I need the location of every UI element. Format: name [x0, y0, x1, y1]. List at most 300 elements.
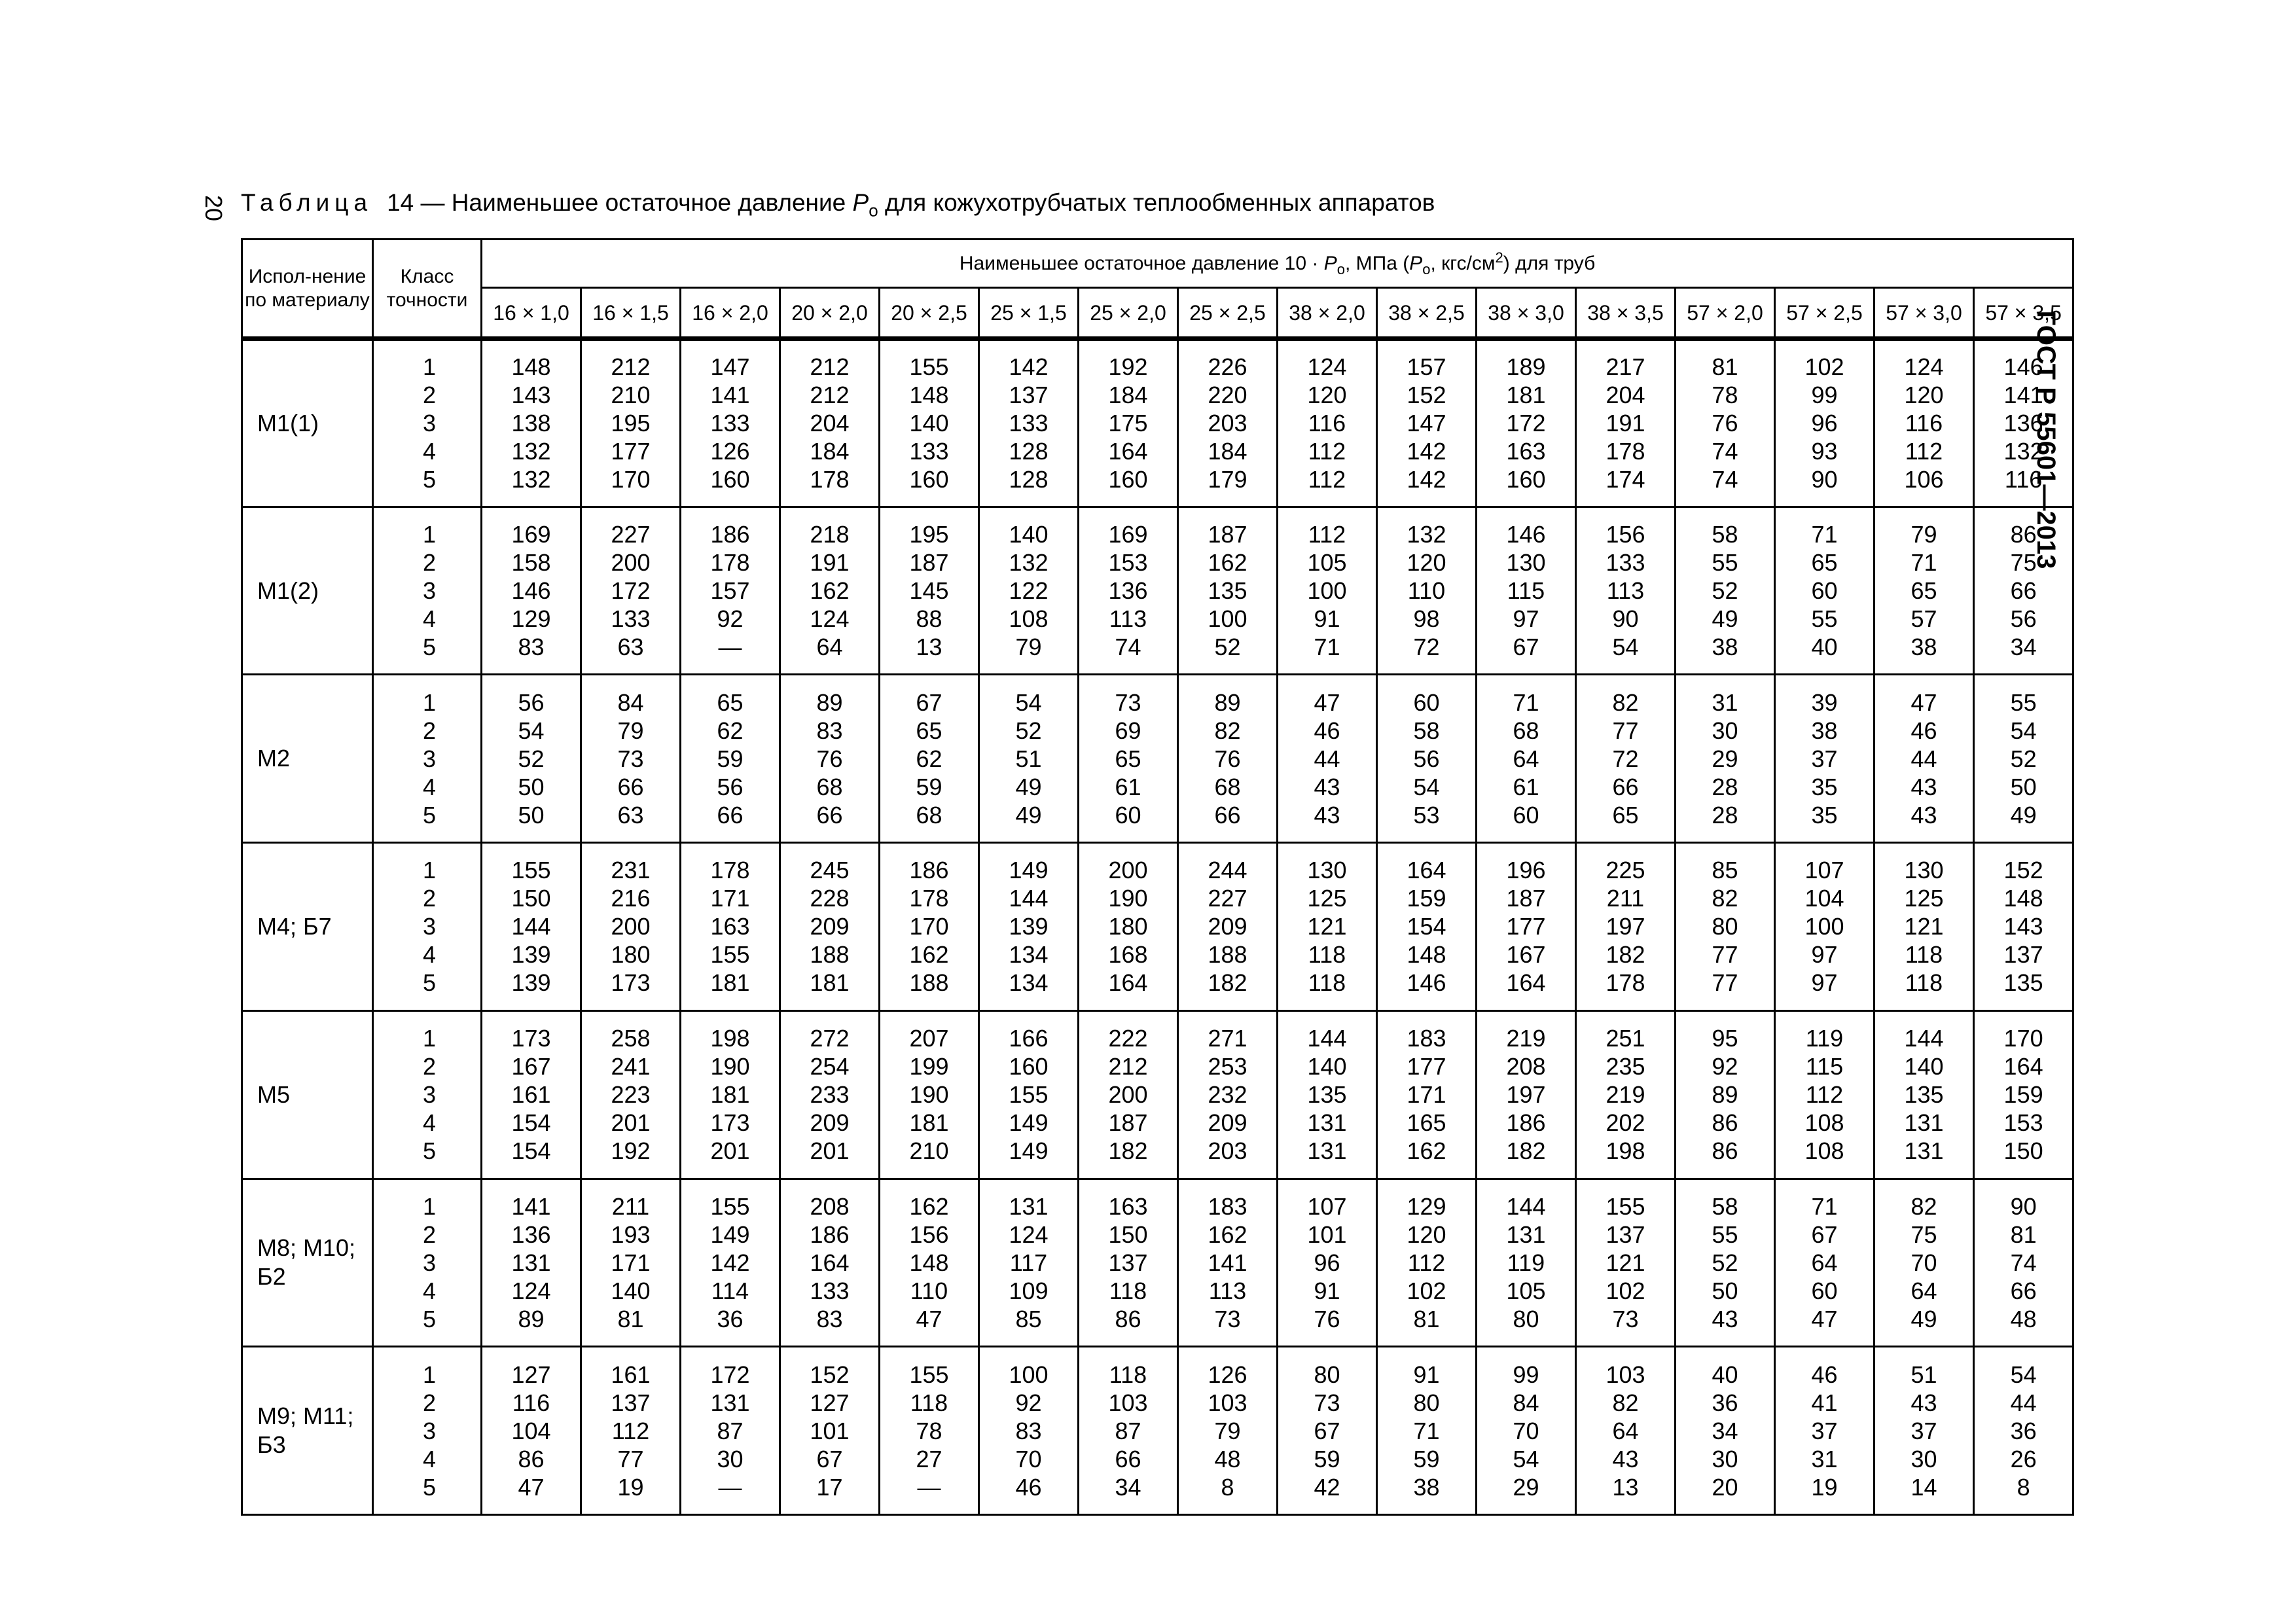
- pressure-value: 60: [1811, 577, 1838, 605]
- pressure-value: 148: [909, 1249, 949, 1276]
- pressure-value: 142: [710, 1249, 750, 1276]
- class-value: 5: [422, 1305, 436, 1332]
- pressure-cell: [1676, 843, 1775, 1011]
- pressure-value: 144: [1009, 885, 1049, 912]
- caption-number: 14: [387, 189, 414, 216]
- pressure-value: 200: [1108, 857, 1148, 884]
- pressure-value: 68: [916, 801, 942, 829]
- pressure-value: 110: [910, 1277, 948, 1304]
- pressure-cell: [780, 1179, 880, 1347]
- pressure-value: 81: [617, 1305, 644, 1332]
- pressure-value: 207: [909, 1025, 949, 1052]
- class-value: 4: [422, 438, 436, 465]
- pressure-value: 218: [810, 521, 850, 548]
- pressure-cell: [979, 675, 1079, 843]
- pressure-value: 174: [1605, 466, 1645, 493]
- pressure-value: 38: [1910, 633, 1937, 661]
- pressure-value: 52: [1712, 1249, 1738, 1276]
- pressure-header: [482, 240, 2073, 288]
- pressure-cell: [1676, 675, 1775, 843]
- pressure-value: 108: [1804, 1109, 1844, 1137]
- pressure-value: 71: [1513, 688, 1539, 716]
- pressure-cell: [482, 1010, 581, 1179]
- tube-size-header: 57 × 3,5: [1974, 288, 2073, 339]
- pressure-value: 140: [1009, 521, 1049, 548]
- pressure-value: 49: [2010, 801, 2037, 829]
- pressure-value: 75: [1910, 1221, 1937, 1248]
- pressure-value: 258: [611, 1025, 651, 1052]
- pressure-cell: [482, 339, 581, 507]
- pressure-value: 43: [1712, 1305, 1738, 1332]
- pressure-value: 91: [1413, 1361, 1440, 1388]
- class-value: 4: [422, 605, 436, 633]
- pressure-value: 86: [518, 1445, 545, 1472]
- pressure-value: 30: [717, 1445, 744, 1472]
- caption-text-after: для кожухотрубчатых теплообменных аппаратов: [884, 189, 1435, 216]
- pressure-value: 161: [611, 1361, 651, 1388]
- pressure-value: 171: [611, 1249, 651, 1276]
- pressure-value: 167: [511, 1053, 551, 1080]
- pressure-value: 55: [1712, 549, 1738, 577]
- pressure-value: 189: [1506, 353, 1546, 381]
- material-cell: М8; М10; Б2: [242, 1179, 373, 1347]
- pressure-value: 118: [1905, 941, 1943, 969]
- pressure-value: 54: [2010, 1361, 2037, 1388]
- pressure-value: 212: [810, 382, 850, 409]
- pressure-value: 223: [611, 1081, 651, 1109]
- pressure-value: 87: [717, 1417, 744, 1444]
- pressure-value: 130: [1904, 857, 1944, 884]
- pressure-value: 62: [916, 745, 942, 772]
- pressure-value: 49: [1910, 1305, 1937, 1332]
- pressure-value: 188: [810, 941, 850, 969]
- pressure-value: 210: [909, 1137, 949, 1165]
- pressure-value: 177: [1506, 913, 1546, 940]
- pressure-value: 58: [1712, 1192, 1738, 1220]
- pressure-value: 37: [1811, 745, 1838, 772]
- class-cell: [373, 1010, 482, 1179]
- pressure-value: 82: [1612, 1389, 1639, 1416]
- pressure-value: 254: [810, 1053, 850, 1080]
- pressure-value: 30: [1712, 1445, 1738, 1472]
- pressure-value: 161: [511, 1081, 551, 1109]
- pressure-value: 67: [1811, 1221, 1838, 1248]
- pressure-value: 87: [1115, 1417, 1141, 1444]
- pressure-value: 61: [1513, 773, 1539, 800]
- pressure-table: [241, 238, 2074, 1516]
- pressure-cell: [1676, 1179, 1775, 1347]
- pressure-value: 43: [1314, 801, 1340, 829]
- pressure-cell: [681, 339, 780, 507]
- pressure-value: 138: [511, 410, 551, 437]
- material-cell: М4; Б7: [242, 843, 373, 1011]
- pressure-value: 231: [611, 857, 651, 884]
- pressure-value: 188: [909, 969, 949, 997]
- pressure-cell: [1178, 1347, 1278, 1515]
- pressure-value: 163: [710, 913, 750, 940]
- pressure-value: 46: [1314, 717, 1340, 744]
- pressure-value: 113: [1109, 605, 1147, 633]
- pressure-value: 272: [810, 1025, 850, 1052]
- pressure-value: 110: [1407, 577, 1446, 605]
- pressure-value: 162: [1208, 1221, 1247, 1248]
- pressure-value: 133: [810, 1277, 850, 1304]
- pressure-value: 192: [611, 1137, 651, 1165]
- pressure-value: 82: [1214, 717, 1241, 744]
- pressure-value: 124: [1307, 353, 1347, 381]
- pressure-value: 107: [1804, 857, 1844, 884]
- pressure-value: 36: [717, 1305, 744, 1332]
- pressure-value: 73: [617, 745, 644, 772]
- pressure-value: 54: [1513, 1445, 1539, 1472]
- class-value: 2: [422, 1389, 436, 1416]
- pressure-value: 197: [1605, 913, 1645, 940]
- pressure-cell: [780, 507, 880, 675]
- pressure-value: 178: [710, 549, 750, 577]
- pressure-cell: [681, 507, 780, 675]
- pressure-cell: [1079, 1347, 1178, 1515]
- pressure-value: 154: [511, 1137, 551, 1165]
- pressure-value: 191: [810, 549, 850, 577]
- pressure-cell: [1874, 843, 1974, 1011]
- pressure-value: 193: [611, 1221, 651, 1248]
- pressure-cell: [1079, 339, 1178, 507]
- class-value: 2: [422, 885, 436, 912]
- pressure-cell: [1874, 1010, 1974, 1179]
- pressure-header-tail: ) для труб: [1503, 252, 1596, 274]
- pressure-value: 66: [1214, 801, 1241, 829]
- material-group-row: [242, 1179, 2073, 1347]
- pressure-cell: [1874, 1179, 1974, 1347]
- pressure-value: 227: [611, 521, 651, 548]
- class-cell: [373, 507, 482, 675]
- pressure-value: 235: [1605, 1053, 1645, 1080]
- pressure-cell: [581, 339, 681, 507]
- pressure-value: 190: [710, 1053, 750, 1080]
- material-column-header: Испол-нение по материалу: [242, 240, 373, 339]
- pressure-value: 169: [511, 521, 551, 548]
- pressure-value: 60: [1513, 801, 1539, 829]
- pressure-cell: [1676, 507, 1775, 675]
- pressure-value: 137: [611, 1389, 651, 1416]
- pressure-value: 120: [1904, 382, 1944, 409]
- pressure-value: 196: [1506, 857, 1546, 884]
- pressure-value: 140: [909, 410, 949, 437]
- pressure-value: 100: [1307, 577, 1347, 605]
- pressure-value: 209: [810, 913, 850, 940]
- pressure-value: 178: [710, 857, 750, 884]
- pressure-value: 183: [1407, 1025, 1446, 1052]
- class-value: 3: [422, 410, 436, 437]
- pressure-value: 43: [1314, 773, 1340, 800]
- pressure-value: 181: [710, 969, 750, 997]
- pressure-value: 68: [816, 773, 843, 800]
- pressure-value: 201: [710, 1137, 750, 1165]
- pressure-value: 35: [1811, 773, 1838, 800]
- pressure-value: 157: [1407, 353, 1446, 381]
- pressure-value: 56: [518, 688, 545, 716]
- pressure-value: 47: [916, 1305, 942, 1332]
- pressure-cell: [880, 1010, 979, 1179]
- pressure-value: 112: [1308, 438, 1346, 465]
- pressure-cell: [1079, 1010, 1178, 1179]
- pressure-value: 181: [710, 1081, 750, 1109]
- pressure-value: 112: [1805, 1081, 1844, 1109]
- pressure-subscript-2: о: [1422, 260, 1431, 277]
- pressure-cell: [581, 1010, 681, 1179]
- class-value: 4: [422, 773, 436, 800]
- pressure-value: 73: [1314, 1389, 1340, 1416]
- pressure-value: 81: [1413, 1305, 1440, 1332]
- pressure-value: 191: [1605, 410, 1645, 437]
- pressure-value: 139: [511, 941, 551, 969]
- pressure-value: 126: [1208, 1361, 1247, 1388]
- pressure-cell: [880, 507, 979, 675]
- pressure-value: 118: [1308, 941, 1346, 969]
- pressure-value: 147: [710, 353, 750, 381]
- pressure-cell: [1974, 675, 2073, 843]
- pressure-value: 65: [717, 688, 744, 716]
- pressure-value: 64: [1612, 1417, 1639, 1444]
- pressure-cell: [1576, 339, 1676, 507]
- pressure-value: 129: [1407, 1192, 1446, 1220]
- pressure-value: 154: [1407, 913, 1446, 940]
- pressure-value: 216: [611, 885, 651, 912]
- class-value: 5: [422, 969, 436, 997]
- pressure-value: 190: [1108, 885, 1148, 912]
- pressure-value: 52: [1214, 633, 1241, 661]
- pressure-value: 162: [1208, 549, 1247, 577]
- pressure-value: 93: [1811, 438, 1838, 465]
- pressure-value: 89: [518, 1305, 545, 1332]
- pressure-value: 132: [511, 438, 551, 465]
- pressure-value: 65: [1811, 549, 1838, 577]
- pressure-cell: [1178, 843, 1278, 1011]
- pressure-value: 112: [1308, 521, 1346, 548]
- pressure-value: 61: [1115, 773, 1141, 800]
- pressure-value: 50: [518, 801, 545, 829]
- pressure-value: 31: [1811, 1445, 1838, 1472]
- pressure-value: 177: [1407, 1053, 1446, 1080]
- pressure-value: 124: [1009, 1221, 1049, 1248]
- class-value: 2: [422, 1221, 436, 1248]
- pressure-cell: [681, 1010, 780, 1179]
- class-cell: [373, 1347, 482, 1515]
- pressure-value: 72: [1612, 745, 1639, 772]
- pressure-value: 65: [1910, 577, 1937, 605]
- pressure-value: 156: [1605, 521, 1645, 548]
- pressure-value: 195: [909, 521, 949, 548]
- pressure-value: 162: [909, 941, 949, 969]
- pressure-value: 59: [717, 745, 744, 772]
- pressure-cell: [581, 1179, 681, 1347]
- pressure-cell: [1576, 507, 1676, 675]
- pressure-cell: [482, 1347, 581, 1515]
- pressure-value: 137: [1605, 1221, 1645, 1248]
- material-group-row: [242, 1347, 2073, 1515]
- pressure-value: 112: [1407, 1249, 1446, 1276]
- pressure-value: 34: [2010, 633, 2037, 661]
- pressure-value: 152: [810, 1361, 850, 1388]
- pressure-cell: [681, 675, 780, 843]
- class-cell: [373, 1179, 482, 1347]
- pressure-cell: [880, 339, 979, 507]
- pressure-value: 77: [1612, 717, 1639, 744]
- pressure-value: 173: [611, 969, 651, 997]
- pressure-value: 66: [1612, 773, 1639, 800]
- pressure-value: —: [917, 1473, 941, 1501]
- pressure-value: 47: [1314, 688, 1340, 716]
- pressure-value: 79: [1015, 633, 1042, 661]
- pressure-value: 152: [1407, 382, 1446, 409]
- pressure-value: 65: [916, 717, 942, 744]
- pressure-value: 141: [1208, 1249, 1247, 1276]
- pressure-header-units-open: , МПа (: [1344, 252, 1410, 274]
- class-column-header: Класс точности: [373, 240, 482, 339]
- pressure-value: 197: [1506, 1081, 1546, 1109]
- class-value: 3: [422, 1417, 436, 1444]
- pressure-value: 100: [1804, 913, 1844, 940]
- pressure-value: 153: [1108, 549, 1148, 577]
- material-group-row: [242, 339, 2073, 507]
- pressure-value: 184: [810, 438, 850, 465]
- pressure-value: 121: [1605, 1249, 1645, 1276]
- pressure-value: 141: [710, 382, 750, 409]
- pressure-value: 48: [1214, 1445, 1241, 1472]
- pressure-value: 57: [1910, 605, 1937, 633]
- pressure-value: 73: [1612, 1305, 1639, 1332]
- pressure-value: 187: [1108, 1109, 1148, 1137]
- tube-size-header: 20 × 2,5: [880, 288, 979, 339]
- pressure-value: 149: [710, 1221, 750, 1248]
- pressure-value: 59: [1314, 1445, 1340, 1472]
- pressure-value: 60: [1413, 688, 1440, 716]
- pressure-value: 68: [1513, 717, 1539, 744]
- class-value: 3: [422, 577, 436, 605]
- pressure-cell: [1676, 1010, 1775, 1179]
- caption-text: Наименьшее остаточное давление: [451, 189, 846, 216]
- pressure-value: 118: [1109, 1277, 1147, 1304]
- pressure-value: 79: [1910, 521, 1937, 548]
- pressure-value: 66: [816, 801, 843, 829]
- class-value: 1: [422, 688, 436, 716]
- pressure-value: 155: [710, 1192, 750, 1220]
- pressure-cell: [1874, 507, 1974, 675]
- pressure-value: 178: [1605, 438, 1645, 465]
- pressure-value: 133: [909, 438, 949, 465]
- pressure-value: 120: [1307, 382, 1347, 409]
- pressure-value: 186: [810, 1221, 850, 1248]
- pressure-value: 80: [1413, 1389, 1440, 1416]
- pressure-value: 154: [511, 1109, 551, 1137]
- pressure-value: 173: [511, 1025, 551, 1052]
- pressure-value: 208: [1506, 1053, 1546, 1080]
- pressure-value: 145: [909, 577, 949, 605]
- pressure-value: 116: [1905, 410, 1943, 437]
- pressure-value: 171: [710, 885, 750, 912]
- tube-size-header: 16 × 1,0: [482, 288, 581, 339]
- pressure-value: 64: [816, 633, 843, 661]
- pressure-value: 117: [1009, 1249, 1048, 1276]
- pressure-cell: [1377, 507, 1477, 675]
- pressure-value: 105: [1307, 549, 1347, 577]
- pressure-value: 101: [810, 1417, 850, 1444]
- pressure-value: 107: [1307, 1192, 1347, 1220]
- pressure-value: 82: [1910, 1192, 1937, 1220]
- class-value: 2: [422, 1053, 436, 1080]
- pressure-value: 142: [1407, 466, 1446, 493]
- pressure-value: 60: [1811, 1277, 1838, 1304]
- pressure-value: 41: [1811, 1389, 1838, 1416]
- pressure-value: 155: [1605, 1192, 1645, 1220]
- pressure-value: 99: [1513, 1361, 1539, 1388]
- pressure-value: 49: [1015, 773, 1042, 800]
- pressure-value: 97: [1811, 969, 1838, 997]
- pressure-value: 160: [1506, 466, 1546, 493]
- pressure-value: 148: [2003, 885, 2043, 912]
- pressure-value: 164: [810, 1249, 850, 1276]
- class-value: 1: [422, 1192, 436, 1220]
- pressure-value: 92: [1712, 1053, 1738, 1080]
- pressure-value: 190: [909, 1081, 949, 1109]
- pressure-value: 34: [1115, 1473, 1141, 1501]
- pressure-value: 55: [1712, 1221, 1738, 1248]
- pressure-value: 181: [1506, 382, 1546, 409]
- pressure-value: 19: [617, 1473, 644, 1501]
- pressure-value: 70: [1015, 1445, 1042, 1472]
- pressure-value: 211: [611, 1192, 650, 1220]
- pressure-value: 175: [1108, 410, 1148, 437]
- pressure-value: 103: [1605, 1361, 1645, 1388]
- pressure-value: 62: [717, 717, 744, 744]
- pressure-value: 120: [1407, 1221, 1446, 1248]
- pressure-cell: [581, 507, 681, 675]
- pressure-value: 157: [710, 577, 750, 605]
- pressure-value: 63: [617, 801, 644, 829]
- pressure-value: 63: [617, 633, 644, 661]
- pressure-value: 118: [1905, 969, 1943, 997]
- pressure-value: 74: [2010, 1249, 2037, 1276]
- pressure-value: 128: [1009, 466, 1049, 493]
- pressure-value: 155: [909, 353, 949, 381]
- pressure-value: 76: [1314, 1305, 1340, 1332]
- pressure-value: 30: [1712, 717, 1738, 744]
- pressure-value: 34: [1712, 1417, 1738, 1444]
- tube-size-header: 25 × 2,5: [1178, 288, 1278, 339]
- pressure-value: 43: [1910, 1389, 1937, 1416]
- pressure-value: 127: [511, 1361, 551, 1388]
- pressure-cell: [1974, 1010, 2073, 1179]
- pressure-value: 116: [1308, 410, 1346, 437]
- pressure-value: 131: [1904, 1137, 1944, 1165]
- pressure-value: 139: [1009, 913, 1049, 940]
- pressure-value: 100: [1009, 1361, 1049, 1388]
- pressure-value: 73: [1214, 1305, 1241, 1332]
- tube-size-header: 38 × 2,0: [1278, 288, 1377, 339]
- pressure-value: 124: [1904, 353, 1944, 381]
- pressure-cell: [1278, 1179, 1377, 1347]
- pressure-value: 28: [1712, 773, 1738, 800]
- pressure-value: 79: [1214, 1417, 1241, 1444]
- pressure-value: 170: [909, 913, 949, 940]
- pressure-cell: [1874, 1347, 1974, 1515]
- pressure-value: 131: [1307, 1109, 1347, 1137]
- pressure-value: 71: [1910, 549, 1937, 577]
- pressure-value: 132: [1009, 549, 1049, 577]
- pressure-value: 43: [1910, 801, 1937, 829]
- pressure-value: 200: [611, 549, 651, 577]
- pressure-value: 155: [1009, 1081, 1049, 1109]
